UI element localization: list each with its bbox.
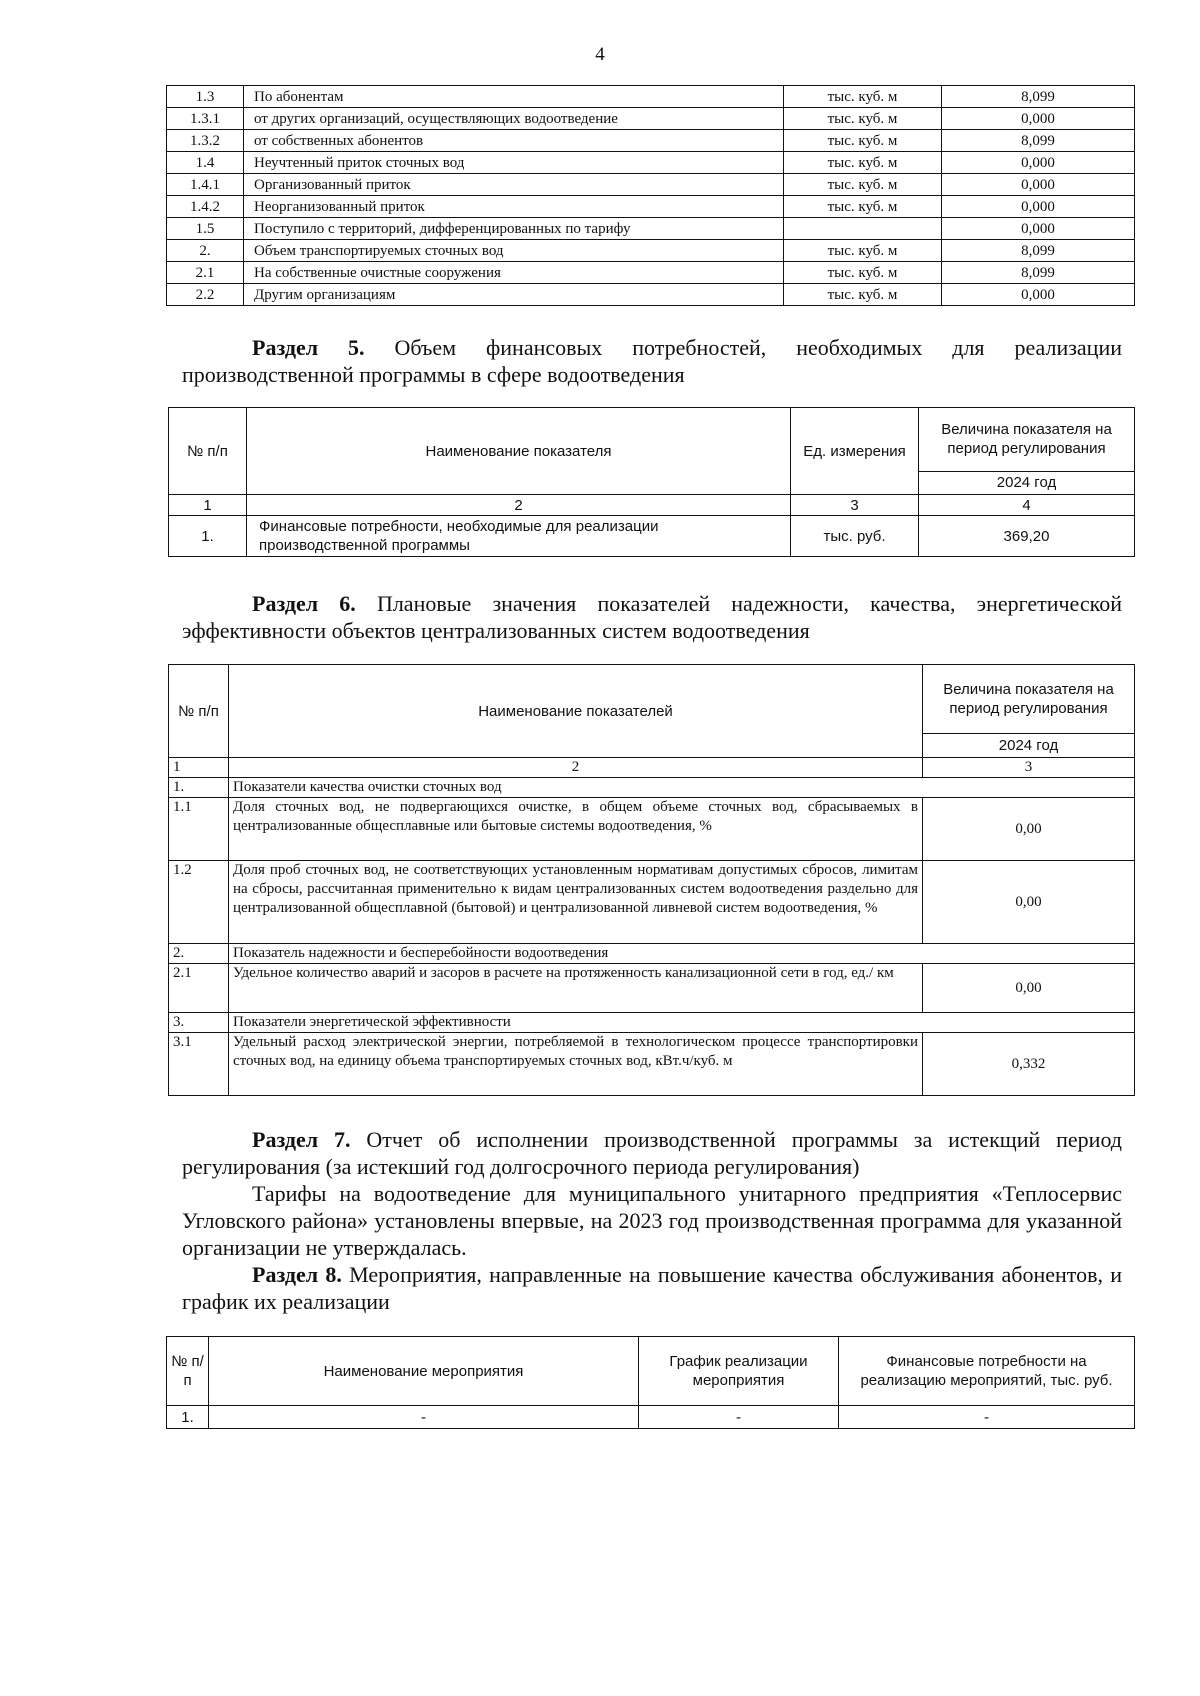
row-num: 1.4.2 [167,196,244,218]
index-cell: 1 [169,758,229,778]
table-row [167,218,1135,240]
index-cell: 3 [791,495,919,516]
row-unit: тыс. куб. м [784,130,942,152]
col-name-header: Наименование мероприятия [209,1337,639,1406]
col-value-header: Величина показателя на период регулирования [923,665,1135,734]
group-name: Показатели качества очистки сточных вод [229,778,1135,798]
row-name: Неучтенный приток сточных вод [244,152,784,174]
table-row [169,861,1135,944]
row-value: 0,00 [923,798,1135,861]
row-value: 8,099 [942,130,1135,152]
service-measures-table [166,1336,1135,1429]
section7-label: Раздел 7. [252,1127,351,1152]
row-unit: тыс. куб. м [784,152,942,174]
row-unit: тыс. куб. м [784,284,942,306]
row-num: 1.3.2 [167,130,244,152]
table-row [167,152,1135,174]
row-unit: тыс. куб. м [784,196,942,218]
col-num-header: № п/п [167,1337,209,1406]
section8-title: Мероприятия, направленные на повышение качества обслуживания абонентов, и график их реализации [182,1262,1123,1314]
section5-label: Раздел 5. [252,335,365,360]
index-cell: 4 [919,495,1135,516]
row-value: 0,00 [923,964,1135,1013]
table-row [167,130,1135,152]
row-num: 1. [167,1406,209,1429]
row-unit: тыс. куб. м [784,86,942,108]
group-num: 3. [169,1013,229,1033]
section5-title: Объем финансовых потребностей, необходимых для реализации производственной программы в сфере водоотведения [182,335,1122,387]
col-year-header: 2024 год [919,471,1135,494]
table-row [167,174,1135,196]
table-header-row [167,1337,1135,1406]
col-schedule-header: График реализации мероприятия [639,1337,839,1406]
row-name: Объем транспортируемых сточных вод [244,240,784,262]
group-name: Показатели энергетической эффективности [229,1013,1135,1033]
row-unit: тыс. куб. м [784,262,942,284]
group-row [169,778,1135,798]
row-value: 8,099 [942,86,1135,108]
section7-paragraph: Тарифы на водоотведение для муниципального унитарного предприятия «Теплосервис Угловского района» установлены впервые, на 2023 год производственная программа для указанной организации не утверждалась. [182,1181,1122,1260]
row-num: 2.1 [169,964,229,1013]
row-unit: тыс. куб. м [784,108,942,130]
group-row [169,1013,1135,1033]
row-name: По абонентам [244,86,784,108]
row-name: от собственных абонентов [244,130,784,152]
row-num: 1.5 [167,218,244,240]
table-header-row [169,408,1135,472]
table-row [167,1406,1135,1429]
table-index-row [169,495,1135,516]
table-row [167,196,1135,218]
row-value: 369,20 [919,516,1135,557]
row-num: 1.4 [167,152,244,174]
table-row [167,108,1135,130]
water-volume-table-body [167,86,1135,306]
row-num: 1.3.1 [167,108,244,130]
row-schedule: - [639,1406,839,1429]
section6-label: Раздел 6. [252,591,356,616]
row-num: 2. [167,240,244,262]
group-num: 2. [169,944,229,964]
row-unit: тыс. куб. м [784,240,942,262]
group-row [169,944,1135,964]
col-name-header: Наименование показателей [229,665,923,758]
row-value: 0,000 [942,174,1135,196]
row-name: Доля проб сточных вод, не соответствующих установленным нормативам допустимых сбросов, лимитам на сбросы, рассчитанная применительно к видам централизованных систем водоотведения раздельно для централизованной общесплавной (бытовой) и централизованной ливневой систем водоотведения, % [229,861,923,944]
row-num: 1.2 [169,861,229,944]
row-value: 0,000 [942,108,1135,130]
table-row [169,516,1135,557]
row-name: Доля сточных вод, не подвергающихся очистке, в общем объеме сточных вод, сбрасываемых в централизованные общесплавные или бытовые системы водоотведения, % [229,798,923,861]
row-num: 2.1 [167,262,244,284]
row-name: от других организаций, осуществляющих водоотведение [244,108,784,130]
page-number: 4 [595,44,605,65]
row-value: 0,00 [923,861,1135,944]
row-finance: - [839,1406,1135,1429]
group-num: 1. [169,778,229,798]
reliability-indicators-table [168,664,1135,1096]
section6-heading [182,590,1122,644]
row-name: - [209,1406,639,1429]
index-cell: 2 [247,495,791,516]
col-num-header: № п/п [169,408,247,495]
group-name: Показатель надежности и бесперебойности водоотведения [229,944,1135,964]
row-value: 0,000 [942,196,1135,218]
table-row [169,798,1135,861]
section7-heading [182,1126,1122,1180]
row-value: 8,099 [942,240,1135,262]
row-value: 0,332 [923,1033,1135,1096]
row-num: 3.1 [169,1033,229,1096]
row-value: 0,000 [942,218,1135,240]
table-header-row [169,665,1135,734]
row-num: 1.4.1 [167,174,244,196]
col-finance-header: Финансовые потребности на реализацию мероприятий, тыс. руб. [839,1337,1135,1406]
financial-needs-table [168,407,1135,557]
row-name: На собственные очистные сооружения [244,262,784,284]
row-unit: тыс. куб. м [784,174,942,196]
table-row [167,240,1135,262]
col-name-header: Наименование показателя [247,408,791,495]
col-num-header: № п/п [169,665,229,758]
row-name: Удельное количество аварий и засоров в расчете на протяженность канализационной сети в год, ед./ км [229,964,923,1013]
row-name: Поступило с территорий, дифференцированных по тарифу [244,218,784,240]
row-num: 1.1 [169,798,229,861]
row-num: 2.2 [167,284,244,306]
row-name: Организованный приток [244,174,784,196]
row-name: Другим организациям [244,284,784,306]
row-name: Неорганизованный приток [244,196,784,218]
index-cell: 3 [923,758,1135,778]
row-unit [784,218,942,240]
section7-title: Отчет об исполнении производственной программы за истекщий период регулирования (за истекший год долгосрочного периода регулирования) [182,1127,1122,1179]
table-row [169,964,1135,1013]
row-num: 1. [169,516,247,557]
index-cell: 1 [169,495,247,516]
row-value: 0,000 [942,284,1135,306]
col-year-header: 2024 год [923,734,1135,758]
row-name: Удельный расход электрической энергии, потребляемой в технологическом процессе транспортировки сточных вод, на единицу объема транспортируемых сточных вод, кВт.ч/куб. м [229,1033,923,1096]
water-volume-table [166,85,1135,306]
table-row [167,284,1135,306]
table-row [167,86,1135,108]
row-name: Финансовые потребности, необходимые для реализации производственной программы [247,516,791,557]
row-unit: тыс. руб. [791,516,919,557]
row-num: 1.3 [167,86,244,108]
section8-label: Раздел 8. [252,1262,342,1287]
table-row [169,1033,1135,1096]
section5-heading [182,334,1122,388]
section8-heading [182,1261,1122,1315]
index-cell: 2 [229,758,923,778]
table-row [167,262,1135,284]
section6-title: Плановые значения показателей надежности, качества, энергетической эффективности объектов централизованных систем водоотведения [182,591,1122,643]
col-unit-header: Ед. измерения [791,408,919,495]
col-value-header: Величина показателя на период регулирования [919,408,1135,472]
row-value: 8,099 [942,262,1135,284]
table-index-row [169,758,1135,778]
row-value: 0,000 [942,152,1135,174]
